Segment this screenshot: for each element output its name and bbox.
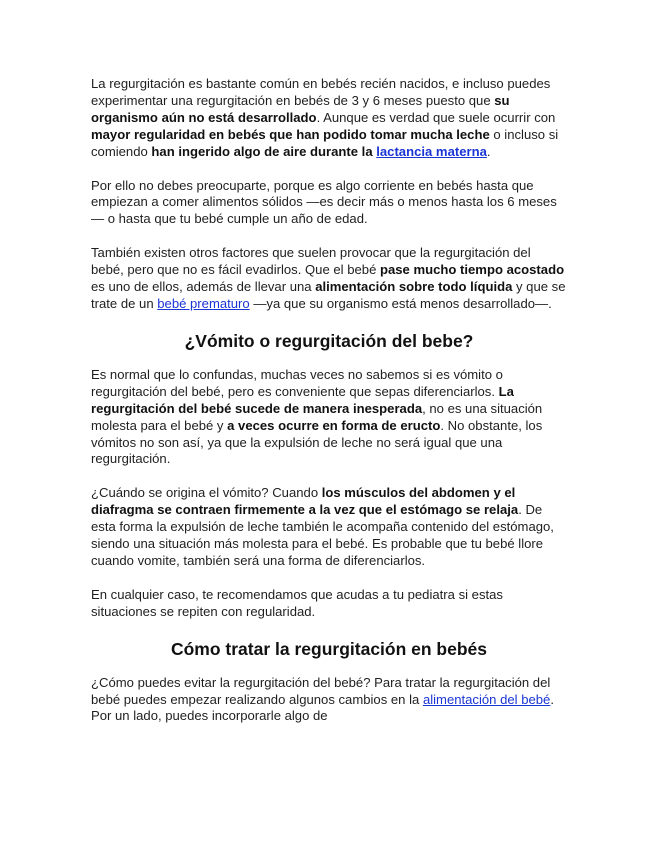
bold-text: su organismo aún no está desarrollado [91,92,510,125]
paragraph-factores: También existen otros factores que suelen provocar que la regurgitación del bebé, pero que no es fácil evadirlos. Que el bebé pase mucho tiempo acostado es uno de ellos, además de llevar una alimentación sobre todo líquida y que se trate de un bebé prematuro —ya que su organismo está menos desarrollado—. [91,245,566,311]
heading-como-tratar: Cómo tratar la regurgitación en bebés [170,638,488,659]
bold-text: los músculos del abdomen y el diafragma se contraen firmemente a la vez que el estómago se relaja [91,485,519,518]
paragraph-no-preocuparse: Por ello no debes preocuparte, porque es algo corriente en bebés hasta que empiezan a comer alimentos sólidos —es decir más o menos hasta los 6 meses— o hasta que tu bebé cumple un año de edad. [91,177,557,227]
paragraph-tratamiento: ¿Cómo puedes evitar la regurgitación del bebé? Para tratar la regurgitación del bebé puedes empezar realizando algunos cambios en la alimentación del bebé. Por un lado, puedes incorporarle algo de [91,674,554,724]
bold-text: han ingerido algo de aire durante la lactancia materna [151,143,487,159]
bold-text: pase mucho tiempo acostado [379,262,565,278]
article-body [91,76,567,742]
paragraph-diferencias: Es normal que lo confundas, muchas veces no sabemos si es vómito o regurgitación del bebé, pero es conveniente que sepas diferenciarlos. La regurgitación del bebé sucede de manera inesperada, no es una situación molesta para el bebé y a veces ocurre en forma de eructo. No obstante, los vómitos no son así, ya que la expulsión de leche no será igual que una regurgitación. [91,366,543,467]
link-alimentacion-del-bebe[interactable]: alimentación del bebé [422,691,551,707]
bold-text: a veces ocurre en forma de eructo [227,417,441,433]
heading-vomito-o-regurgitacion: ¿Vómito o regurgitación del bebe? [184,330,474,351]
link-bebe-prematuro[interactable]: bebé prematuro [157,295,250,311]
link-lactancia-materna[interactable]: lactancia materna [376,143,487,159]
paragraph-pediatra: En cualquier caso, te recomendamos que acudas a tu pediatra si estas situaciones se repiten con regularidad. [91,586,503,619]
bold-text: mayor regularidad en bebés que han podido tomar mucha leche [91,126,490,142]
bold-text: alimentación sobre todo líquida [315,279,513,295]
paragraph-origen-vomito: ¿Cuándo se origina el vómito? Cuando los músculos del abdomen y el diafragma se contraen firmemente a la vez que el estómago se relaja. De esta forma la expulsión de leche también le acompaña contenido del estómago, siendo una situación más molesta para el bebé. Es probable que tu bebé llore cuando vomite, también será una forma de diferenciarlos. [91,485,554,568]
paragraph-intro: La regurgitación es bastante común en bebés recién nacidos, e incluso puedes experimentar una regurgitación en bebés de 3 y 6 meses puesto que su organismo aún no está desarrollado. Aunque es verdad que suele ocurrir con mayor regularidad en bebés que han podido tomar mucha leche o incluso si comiendo han ingerido algo de aire durante la lactancia materna. [91,76,559,159]
bold-text: La regurgitación del bebé sucede de manera inesperada [91,383,514,416]
